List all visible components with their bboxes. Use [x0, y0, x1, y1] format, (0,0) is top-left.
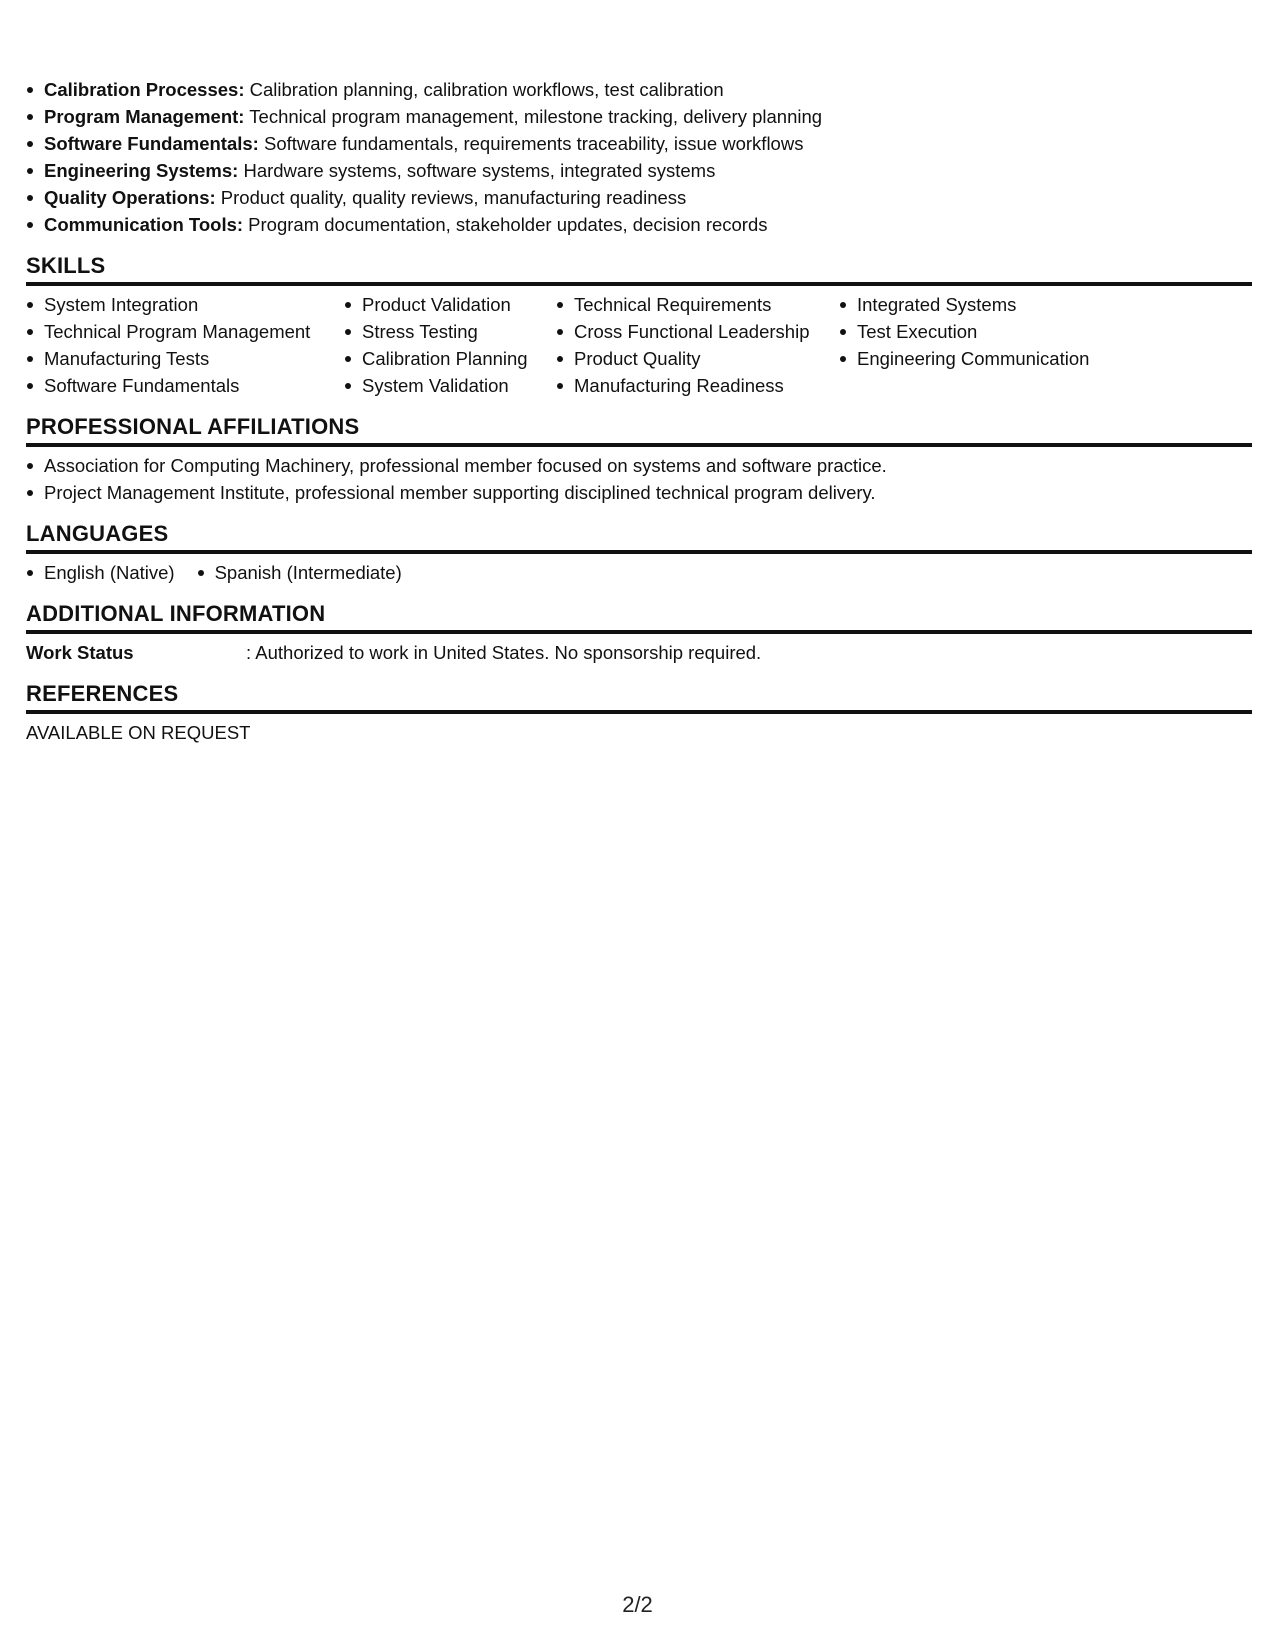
skill-item: Technical Requirements: [556, 291, 839, 318]
skill-item: System Validation: [344, 372, 556, 399]
additional-information-section: [26, 601, 1252, 666]
affiliation-item: Project Management Institute, professional member supporting disciplined technical program delivery.: [26, 479, 1252, 506]
competency-text: Hardware systems, software systems, integrated systems: [238, 160, 716, 181]
competency-label: Program Management:: [44, 106, 245, 127]
competency-label: Software Fundamentals:: [44, 133, 259, 154]
skills-section: [26, 253, 1252, 399]
competency-label: Calibration Processes:: [44, 79, 245, 100]
list-item: [26, 157, 1252, 184]
affiliation-item: Association for Computing Machinery, professional member focused on systems and software practice.: [26, 452, 1252, 479]
competency-label: Quality Operations:: [44, 187, 216, 208]
skill-item: System Integration: [26, 291, 344, 318]
skill-item: Product Quality: [556, 345, 839, 372]
competency-text: Technical program management, milestone tracking, delivery planning: [244, 106, 823, 127]
work-status-row: [26, 639, 1252, 666]
skills-column: [556, 291, 839, 399]
section-title-additional-information: ADDITIONAL INFORMATION: [26, 601, 1252, 634]
section-title-skills: SKILLS: [26, 253, 1252, 286]
page-number: 2/2: [622, 1592, 653, 1617]
affiliations-section: [26, 414, 1252, 506]
skills-column: [839, 291, 1139, 372]
resume-page: [26, 76, 1252, 746]
skill-item: Manufacturing Tests: [26, 345, 344, 372]
competency-label: Engineering Systems:: [44, 160, 239, 181]
languages-section: [26, 521, 1252, 586]
skills-column: [26, 291, 344, 399]
competency-text: Program documentation, stakeholder updates, decision records: [243, 214, 768, 235]
skill-item: Integrated Systems: [839, 291, 1139, 318]
skills-grid: [26, 291, 1252, 399]
skill-item: Cross Functional Leadership: [556, 318, 839, 345]
affiliations-list: [26, 452, 1252, 506]
competency-text: Calibration planning, calibration workflows, test calibration: [244, 79, 724, 100]
skill-item: Stress Testing: [344, 318, 556, 345]
competency-text: Product quality, quality reviews, manufacturing readiness: [215, 187, 687, 208]
competencies-list: [26, 76, 1252, 238]
competency-text: Software fundamentals, requirements traceability, issue workflows: [258, 133, 804, 154]
list-item: [26, 103, 1252, 130]
competency-label: Communication Tools:: [44, 214, 244, 235]
skills-column: [344, 291, 556, 399]
references-text: AVAILABLE ON REQUEST: [26, 722, 251, 743]
list-item: [26, 184, 1252, 211]
skill-item: Manufacturing Readiness: [556, 372, 839, 399]
skill-item: Calibration Planning: [344, 345, 556, 372]
work-status-value: : Authorized to work in United States. No sponsorship required.: [246, 642, 762, 663]
list-item: [26, 211, 1252, 238]
skill-item: Technical Program Management: [26, 318, 344, 345]
skill-item: Test Execution: [839, 318, 1139, 345]
list-item: [26, 130, 1252, 157]
skill-item: Software Fundamentals: [26, 372, 344, 399]
language-item: Spanish (Intermediate): [197, 559, 402, 586]
skill-item: Product Validation: [344, 291, 556, 318]
language-item: English (Native): [26, 559, 175, 586]
skill-item: Engineering Communication: [839, 345, 1139, 372]
list-item: [26, 76, 1252, 103]
work-status-label: Work Status: [26, 642, 134, 663]
section-title-languages: LANGUAGES: [26, 521, 1252, 554]
section-title-references: REFERENCES: [26, 681, 1252, 714]
references-section: [26, 681, 1252, 746]
languages-list: [26, 559, 1252, 586]
section-title-affiliations: PROFESSIONAL AFFILIATIONS: [26, 414, 1252, 447]
